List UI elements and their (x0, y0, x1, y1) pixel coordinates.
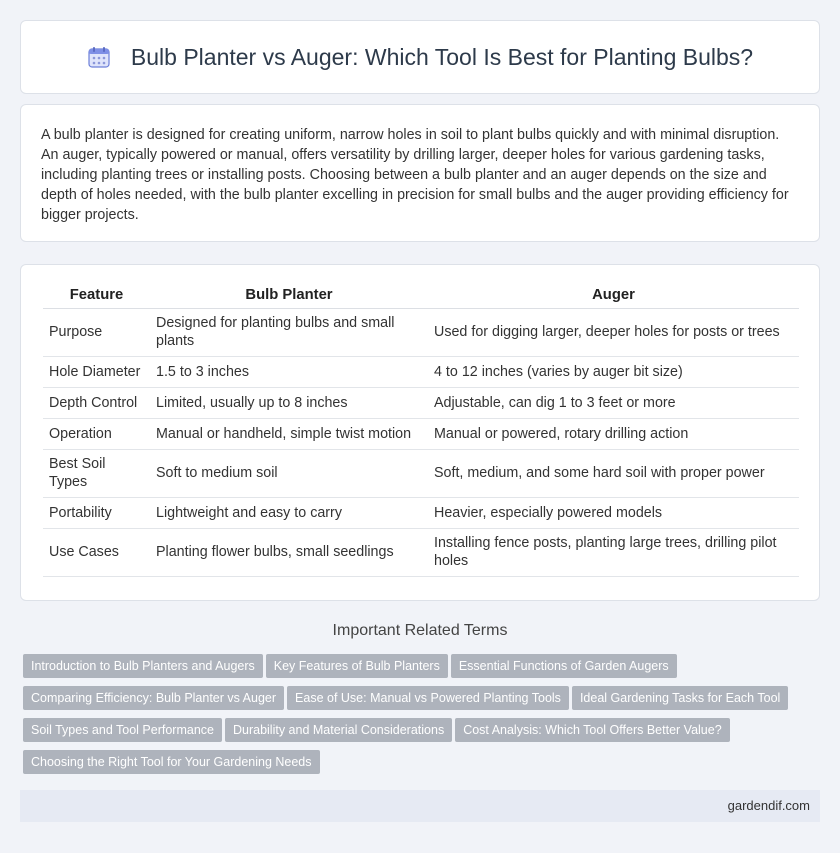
related-term-tag[interactable]: Choosing the Right Tool for Your Gardening Needs (23, 750, 320, 774)
related-term-tag[interactable]: Essential Functions of Garden Augers (451, 654, 677, 678)
table-cell-auger: Used for digging larger, deeper holes for posts or trees (428, 308, 799, 356)
table-cell-feature: Operation (43, 418, 150, 449)
related-term-tag[interactable]: Durability and Material Considerations (225, 718, 452, 742)
intro-paragraph: A bulb planter is designed for creating uniform, narrow holes in soil to plant bulbs quickly and with minimal disruption. An auger, typically powered or manual, offers versatility by drilling larger, deeper holes for various gardening tasks, including planting trees or installing posts. Choosing between a bulb planter and an auger depends on the size and depth of holes needed, with the bulb planter excelling in precision for small bulbs and the auger providing efficiency for bigger projects. (41, 127, 789, 223)
table-cell-auger: Adjustable, can dig 1 to 3 feet or more (428, 387, 799, 418)
table-header-row (43, 283, 799, 308)
related-term-tag[interactable]: Key Features of Bulb Planters (266, 654, 448, 678)
table-header-bulb-planter: Bulb Planter (150, 283, 428, 308)
table-cell-feature: Portability (43, 497, 150, 528)
table-cell-auger: Manual or powered, rotary drilling action (428, 418, 799, 449)
table-row (43, 528, 799, 576)
table-row (43, 387, 799, 418)
footer (20, 790, 820, 822)
table-header-feature: Feature (43, 283, 150, 308)
table-row (43, 418, 799, 449)
table-cell-feature: Purpose (43, 308, 150, 356)
table-cell-bulb-planter: Lightweight and easy to carry (150, 497, 428, 528)
table-row (43, 356, 799, 387)
related-terms-list (23, 654, 823, 782)
related-term-tag[interactable]: Ideal Gardening Tasks for Each Tool (572, 686, 788, 710)
intro-card (20, 104, 820, 242)
related-term-tag[interactable]: Introduction to Bulb Planters and Augers (23, 654, 263, 678)
page-title: Bulb Planter vs Auger: Which Tool Is Best for Planting Bulbs? (130, 43, 754, 70)
related-term-tag[interactable]: Ease of Use: Manual vs Powered Planting Tools (287, 686, 569, 710)
related-term-tag[interactable]: Soil Types and Tool Performance (23, 718, 222, 742)
table-cell-bulb-planter: Planting flower bulbs, small seedlings (150, 528, 428, 576)
table-cell-auger: 4 to 12 inches (varies by auger bit size) (428, 356, 799, 387)
related-terms-heading: Important Related Terms (332, 622, 508, 639)
related-term-tag[interactable]: Cost Analysis: Which Tool Offers Better Value? (455, 718, 729, 742)
table-cell-bulb-planter: Soft to medium soil (150, 449, 428, 497)
calendar-icon (87, 45, 111, 69)
table-cell-bulb-planter: 1.5 to 3 inches (150, 356, 428, 387)
table-cell-feature: Best Soil Types (43, 449, 150, 497)
table-cell-feature: Depth Control (43, 387, 150, 418)
table-cell-feature: Hole Diameter (43, 356, 150, 387)
table-cell-auger: Heavier, especially powered models (428, 497, 799, 528)
table-row (43, 449, 799, 497)
table-cell-bulb-planter: Limited, usually up to 8 inches (150, 387, 428, 418)
table-row (43, 308, 799, 356)
table-cell-bulb-planter: Designed for planting bulbs and small plants (150, 308, 428, 356)
table-row (43, 497, 799, 528)
related-term-tag[interactable]: Comparing Efficiency: Bulb Planter vs Auger (23, 686, 284, 710)
comparison-table-card (20, 264, 820, 601)
table-cell-bulb-planter: Manual or handheld, simple twist motion (150, 418, 428, 449)
table-cell-feature: Use Cases (43, 528, 150, 576)
table-header-auger: Auger (428, 283, 799, 308)
title-card (20, 20, 820, 94)
table-cell-auger: Soft, medium, and some hard soil with proper power (428, 449, 799, 497)
table-cell-auger: Installing fence posts, planting large trees, drilling pilot holes (428, 528, 799, 576)
footer-site-link[interactable]: gardendif.com (727, 798, 810, 813)
comparison-table (43, 283, 799, 577)
